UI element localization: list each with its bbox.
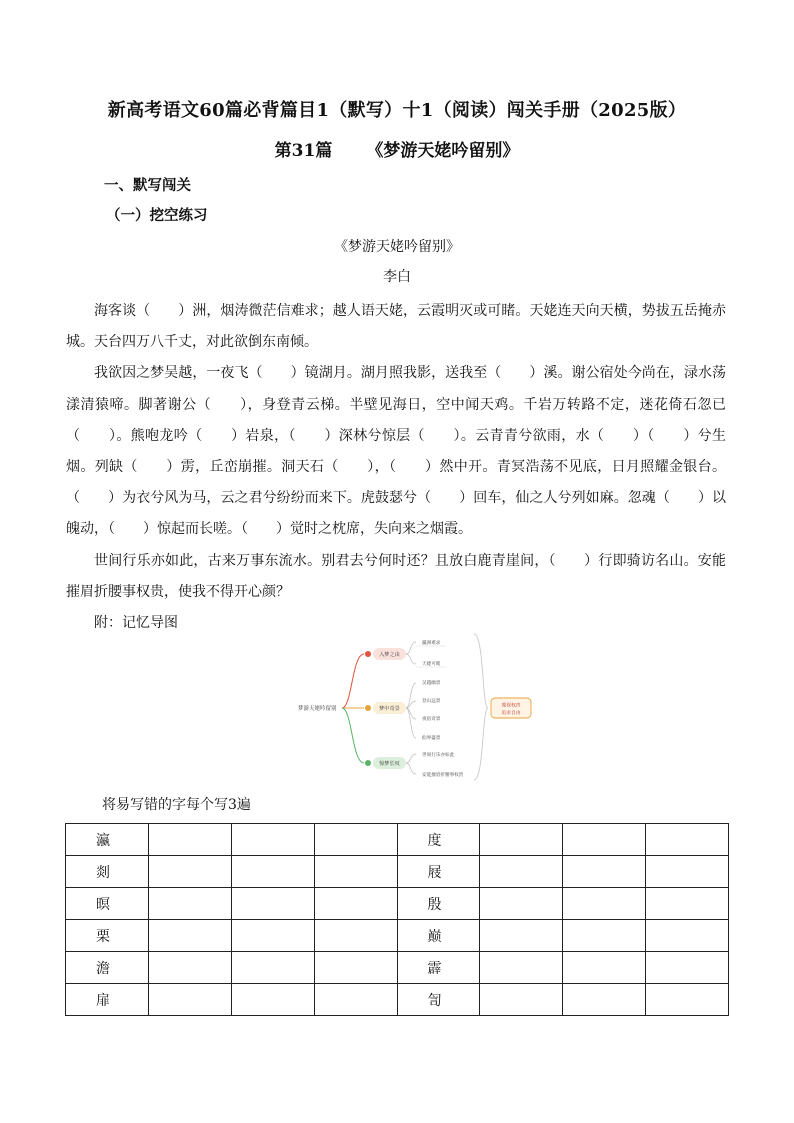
mindmap-connector: [342, 708, 364, 763]
mindmap-leaf: 瀛洲难求: [422, 641, 441, 646]
mindmap-branch-dot: [365, 651, 371, 657]
table-row: [66, 984, 729, 1016]
practice-cell[interactable]: [646, 920, 729, 952]
practice-cell[interactable]: [314, 856, 397, 888]
practice-cell[interactable]: [563, 824, 646, 856]
practice-cell[interactable]: [563, 920, 646, 952]
article-title: 《梦游天姥吟留别》: [366, 141, 520, 161]
poem-paragraph: 我欲因之梦吴越，一夜飞（ ）镜湖月。湖月照我影，送我至（ ）溪。谢公宿处今尚在，渌水荡漾清猿啼。脚著谢公（ ），身登青云梯。半壁见海日，空中闻天鸡。千岩万转路不定，迷花倚石忽已（ ）。熊咆龙吟（ ）岩泉，（ ）深林兮惊层（ ）。云青青兮欲雨，水（ ）（ ）兮生烟。列缺（ ）雳，丘峦崩摧。洞天石（ ），（ ）然中开。青冥浩荡不见底，日月照耀金银台。（ ）为衣兮风为马，云之君兮纷纷而来下。虎鼓瑟兮（ ）回车，仙之人兮列如麻。忽魂（ ）以魄动，（ ）惊起而长嗟。（ ）觉时之枕席，失向来之烟霞。: [66, 365, 726, 538]
practice-cell[interactable]: [646, 984, 729, 1016]
practice-cell[interactable]: [231, 824, 314, 856]
practice-cell[interactable]: [646, 856, 729, 888]
practice-cell[interactable]: [148, 824, 231, 856]
practice-cell[interactable]: [231, 856, 314, 888]
practice-cell[interactable]: [231, 920, 314, 952]
poem-title: 《梦游天姥吟留别》: [334, 239, 460, 255]
practice-character: 暝: [66, 888, 149, 920]
table-row: [66, 888, 729, 920]
practice-cell[interactable]: [231, 888, 314, 920]
memory-mindmap: [296, 632, 538, 782]
section-heading-dictation: 一、默写闯关: [104, 177, 191, 194]
mindmap-conclusion: 蔑视权贵: [501, 703, 521, 709]
practice-cell[interactable]: [646, 888, 729, 920]
practice-cell[interactable]: [231, 952, 314, 984]
mindmap-connector: [342, 654, 364, 708]
mindmap-leaf: 登山远景: [422, 699, 441, 704]
mindmap-branch-label: 惊梦长叹: [379, 761, 400, 768]
practice-cell[interactable]: [563, 952, 646, 984]
practice-cell[interactable]: [148, 856, 231, 888]
poem-paragraph: 海客谈（ ）洲，烟涛微茫信难求；越人语天姥，云霞明灭或可睹。天姥连天向天横，势拔五岳掩赤城。天台四万八千丈，对此欲倒东南倾。: [66, 303, 726, 351]
mindmap-leaf: 吴越幽景: [422, 681, 441, 686]
mindmap-branch-dot: [365, 705, 371, 711]
mindmap-leaf: 安能摧眉折腰事权贵: [422, 773, 464, 778]
practice-cell[interactable]: [563, 984, 646, 1016]
practice-character: 澹: [66, 952, 149, 984]
practice-character: 扉: [66, 984, 149, 1016]
table-row: [66, 952, 729, 984]
table-row: [66, 856, 729, 888]
practice-character: 殷: [397, 888, 480, 920]
practice-cell[interactable]: [148, 984, 231, 1016]
practice-cell[interactable]: [646, 952, 729, 984]
practice-character: 霹: [397, 952, 480, 984]
practice-cell[interactable]: [563, 856, 646, 888]
document-title: 新高考语文60篇必背篇目1（默写）十1（阅读）闯关手册（2025版）: [107, 100, 687, 121]
practice-cell[interactable]: [563, 888, 646, 920]
mindmap-branch-label: 入梦之由: [379, 652, 400, 659]
practice-cell[interactable]: [231, 984, 314, 1016]
article-number: 第31篇: [274, 141, 333, 161]
practice-instruction: 将易写错的字每个写3遍: [102, 797, 251, 813]
practice-cell[interactable]: [314, 824, 397, 856]
practice-cell[interactable]: [314, 984, 397, 1016]
practice-cell[interactable]: [314, 920, 397, 952]
practice-cell[interactable]: [480, 824, 563, 856]
practice-cell[interactable]: [480, 888, 563, 920]
poem-body: [66, 296, 726, 639]
practice-cell[interactable]: [148, 920, 231, 952]
section-heading-fill-blank: （一）挖空练习: [106, 207, 208, 224]
practice-character: 屐: [397, 856, 480, 888]
mindmap-bracket: [474, 634, 488, 780]
poem-paragraph: 世间行乐亦如此，古来万事东流水。别君去兮何时还？且放白鹿青崖间，（ ）行即骑访名山。安能摧眉折腰事权贵，使我不得开心颜？: [66, 552, 726, 600]
article-heading: [0, 136, 794, 161]
mindmap-caption: 附：记忆导图: [94, 615, 178, 632]
mindmap-branch-label: 梦中奇景: [379, 706, 400, 713]
practice-character: 栗: [66, 920, 149, 952]
practice-cell[interactable]: [314, 888, 397, 920]
table-row: [66, 824, 729, 856]
practice-cell[interactable]: [480, 856, 563, 888]
practice-cell[interactable]: [480, 952, 563, 984]
practice-character: 剡: [66, 856, 149, 888]
practice-cell[interactable]: [148, 888, 231, 920]
poem-author: 李白: [383, 269, 411, 285]
practice-character: 巅: [397, 920, 480, 952]
practice-character: 瀛: [66, 824, 149, 856]
table-row: [66, 920, 729, 952]
mindmap-branch-dot: [365, 760, 371, 766]
mindmap-leaf: 仙界盛景: [422, 736, 441, 741]
mindmap-leaf: 天姥可睹: [422, 662, 441, 667]
practice-cell[interactable]: [480, 984, 563, 1016]
practice-cell[interactable]: [148, 952, 231, 984]
mindmap-leaf: 世间行乐亦如此: [422, 753, 455, 758]
mindmap-conclusion: 追求自由: [501, 711, 521, 716]
mindmap-root: 梦游天姥吟留别: [298, 706, 337, 712]
character-practice-table: [65, 823, 729, 1016]
practice-cell[interactable]: [646, 824, 729, 856]
mindmap-leaf: 夜宿奇景: [422, 717, 441, 722]
practice-character: 訇: [397, 984, 480, 1016]
practice-cell[interactable]: [314, 952, 397, 984]
practice-character: 度: [397, 824, 480, 856]
practice-cell[interactable]: [480, 920, 563, 952]
